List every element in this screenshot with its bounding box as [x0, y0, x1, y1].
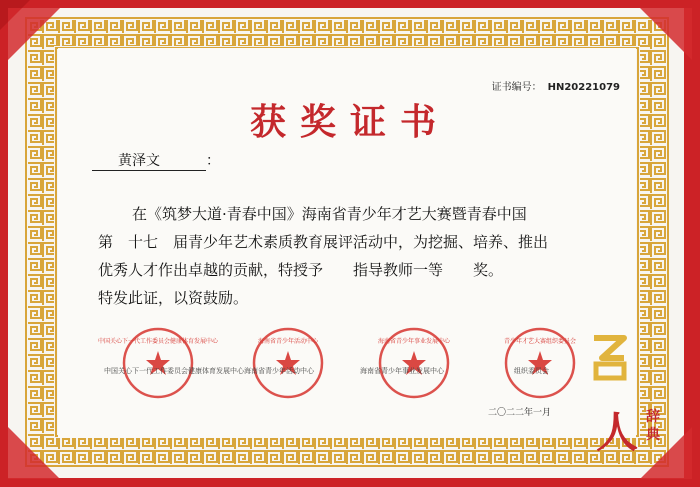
seal-text: 中国关心下一代工作委员会健康体育发展中心	[97, 338, 219, 345]
body-line: 在《筑梦大道·青春中国》海南省青少年才艺大赛暨青春中国	[132, 205, 527, 223]
seal-stamp	[97, 325, 219, 401]
seal-label: 中国关心下一代工作委员会健康体育发展中心	[104, 367, 244, 375]
seal-stamp	[250, 325, 326, 401]
certificate-body	[98, 200, 618, 312]
seal-label: 海南省青少年事业发展中心	[360, 367, 444, 375]
body-line: 特发此证，以资鼓励。	[98, 289, 249, 307]
watermark-sub	[646, 408, 660, 444]
recipient-line	[92, 150, 220, 171]
body-line: 优秀人才作出卓越的贡献，特授予 指导教师一等 奖。	[98, 261, 504, 279]
certificate-number-value: HN20221079	[547, 82, 620, 93]
seal-label: 海南省青少年活动中心	[244, 367, 314, 375]
recipient-name: 黄泽文	[92, 150, 206, 171]
watermark-sub-char: 辞	[646, 409, 660, 425]
seal-text: 海南省青少年活动中心	[257, 338, 319, 345]
watermark-sub-char: 典	[646, 427, 660, 443]
gold-logo	[590, 332, 630, 384]
certificate-number-label: 证书编号：	[491, 82, 542, 93]
seal-text: 青少年才艺大赛组织委员会	[503, 338, 577, 345]
certificate-number	[492, 78, 620, 93]
seal-label: 组织委员会	[514, 367, 549, 375]
seal-stamp	[376, 325, 452, 401]
issue-date: 二〇二二年一月	[488, 408, 552, 418]
seal-text: 海南省青少年事业发展中心	[377, 338, 451, 345]
recipient-colon: ：	[206, 153, 220, 169]
certificate-title: 获奖证书	[249, 101, 450, 143]
watermark-main: 人	[596, 408, 639, 457]
seal-stamp	[502, 325, 578, 401]
body-line: 第 十七 届青少年艺术素质教育展评活动中，为挖掘、培养、推出	[98, 233, 549, 251]
